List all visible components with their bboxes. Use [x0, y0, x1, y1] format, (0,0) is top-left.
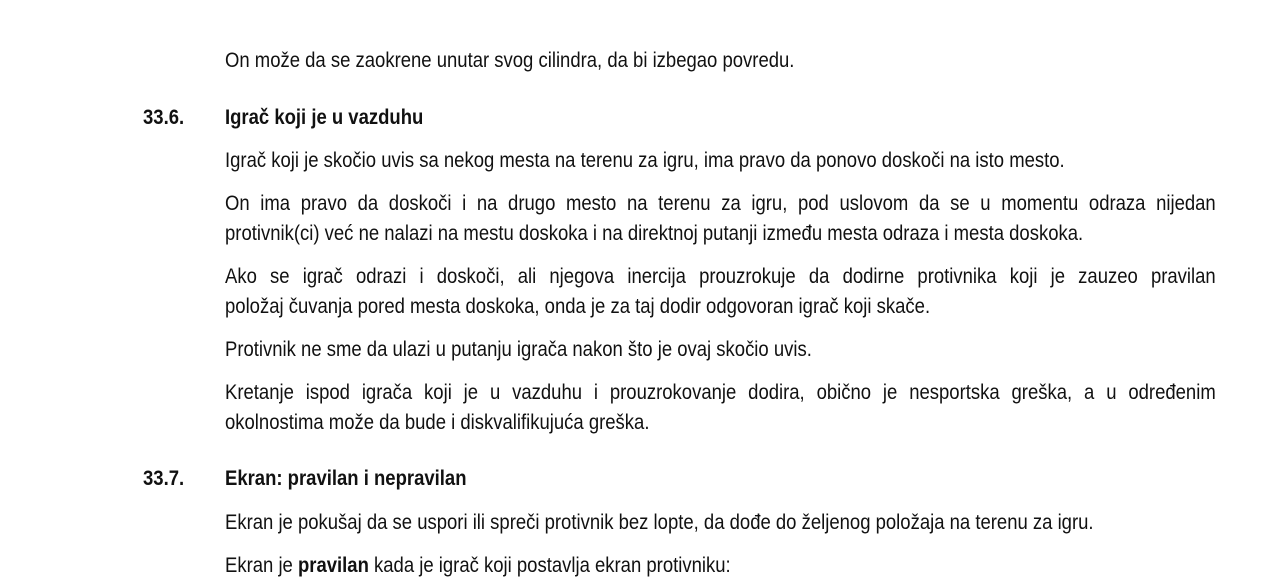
paragraph-line: Kretanje ispod igrača koji je u vazduhu i prouzrokovanje dodira, obično je nesportska greška, a u određenim	[225, 380, 1216, 404]
section-heading: Ekran: pravilan i nepravilan	[225, 466, 467, 490]
text-span: kada je igrač koji postavlja ekran protivniku:	[368, 553, 731, 577]
section-number: 33.6.	[143, 105, 185, 129]
section-number: 33.7.	[143, 466, 185, 490]
text-span: Ekran je	[225, 553, 298, 577]
section-heading: Igrač koji je u vazduhu	[225, 105, 424, 129]
paragraph-line: On ima pravo da doskoči i na drugo mesto na terenu za igru, pod uslovom da se u momentu odraza nijedan	[225, 191, 1216, 215]
paragraph-line: okolnostima može da bude i diskvalifikujuća greška.	[225, 410, 650, 434]
paragraph-line: Ekran je pokušaj da se uspori ili spreči protivnik bez lopte, da dođe do željenog položaja na terenu za igru.	[225, 510, 1094, 534]
paragraph-line: Protivnik ne sme da ulazi u putanju igrača nakon što je ovaj skočio uvis.	[225, 337, 812, 361]
bold-term: pravilan	[297, 553, 369, 577]
paragraph-line: Igrač koji je skočio uvis sa nekog mesta na terenu za igru, ima pravo da ponovo doskoči na isto mesto.	[225, 148, 1065, 172]
paragraph-line: Ako se igrač odrazi i doskoči, ali njegova inercija prouzrokuje da dodirne protivnika koji je zauzeo pravilan	[225, 264, 1216, 288]
paragraph-line: protivnik(ci) već ne nalazi na mestu doskoka i na direktnoj putanji između mesta odraza i mesta doskoka.	[225, 221, 1084, 245]
paragraph-line: položaj čuvanja pored mesta doskoka, onda je za taj dodir odgovoran igrač koji skače.	[225, 294, 931, 318]
paragraph-line	[225, 553, 731, 577]
intro-paragraph: On može da se zaokrene unutar svog cilindra, da bi izbegao povredu.	[225, 48, 795, 72]
